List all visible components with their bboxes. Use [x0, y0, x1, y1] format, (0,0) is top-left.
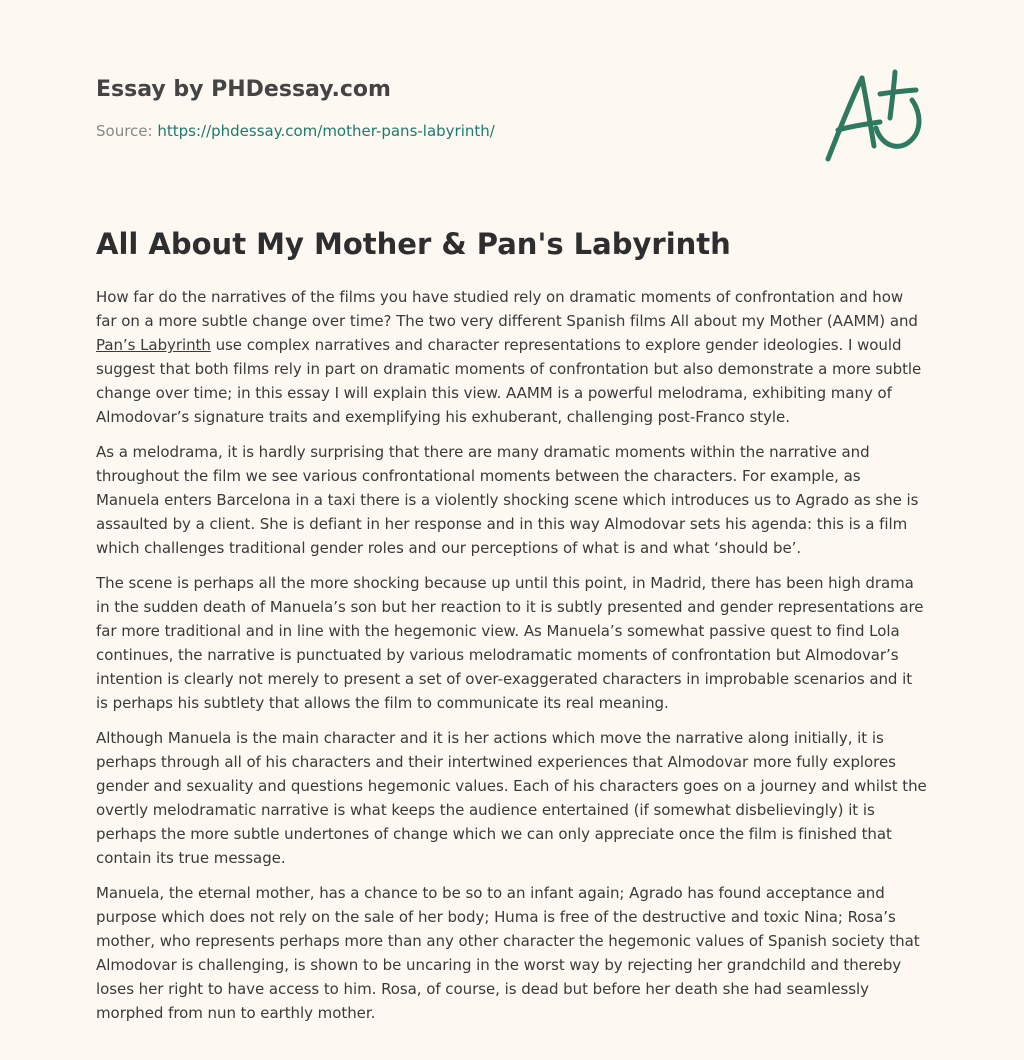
header [96, 74, 796, 142]
source-label: Source: [96, 122, 153, 140]
paragraph-2: As a melodrama, it is hardly surprising that there are many dramatic moments within the narrative and throughout the film we see various confrontational moments between the characters. For example, as Manuela enters Barcelona in a taxi there is a violently shocking scene which introduces us to Agrado as she is assaulted by a client. She is defiant in her response and in this way Almodovar sets his agenda: this is a film which challenges traditional gender roles and our perceptions of what is and what ‘should be’. [96, 443, 919, 557]
paragraph-4: Although Manuela is the main character and it is her actions which move the narrative along initially, it is perhaps through all of his characters and their intertwined experiences that Almodovar more fully explores gender and sexuality and questions hegemonic values. Each of his characters goes on a journey and whilst the overtly melodramatic narrative is what keeps the audience entertained (if somewhat disbelievingly) it is perhaps the more subtle undertones of change which we can only appreciate once the film is finished that contain its true message. [96, 729, 927, 867]
essay-body [96, 285, 928, 1036]
essay-title: All About My Mother & Pan's Labyrinth [96, 227, 731, 261]
paragraph-1-text-a: How far do the narratives of the films you have studied rely on dramatic moments of confrontation and how far on a more subtle change over time? The two very different Spanish films All about my Mother (AAMM) and [96, 288, 918, 330]
site-title: Essay by PHDessay.com [96, 77, 391, 102]
paragraph-5: Manuela, the eternal mother, has a chance to be so to an infant again; Agrado has found acceptance and purpose which does not rely on the sale of her body; Huma is free of the destructive and toxic Nina; Rosa’s mother, who represents perhaps more than any other character the hegemonic values of Spanish society that Almodovar is challenging, is shown to be uncaring in the worst way by rejecting her grandchild and thereby loses her right to have access to him. Rosa, of course, is dead but before her death she had seamlessly morphed from nun to earthly mother. [96, 884, 920, 1022]
paragraph-1-text-b: use complex narratives and character representations to explore gender ideologies. I would suggest that both films rely in part on dramatic moments of confrontation but also demonstrate a more subtle change over time; in this essay I will explain this view. AAMM is a powerful melodrama, exhibiting many of Almodovar’s signature traits and exemplifying his exhuberant, challenging post-Franco style. [96, 336, 922, 426]
source-line [96, 120, 796, 142]
a-plus-logo-icon [818, 64, 928, 168]
source-link[interactable]: https://phdessay.com/mother-pans-labyrinth/ [157, 122, 495, 140]
pans-labyrinth-link[interactable]: Pan’s Labyrinth [96, 336, 211, 354]
paragraph-1 [96, 285, 928, 429]
paragraph-3: The scene is perhaps all the more shocking because up until this point, in Madrid, there has been high drama in the sudden death of Manuela’s son but her reaction to it is subtly presented and gender representations are far more traditional and in line with the hegemonic view. As Manuela’s somewhat passive quest to find Lola continues, the narrative is punctuated by various melodramatic moments of confrontation but Almodovar’s intention is clearly not merely to present a set of over-exaggerated characters in improbable scenarios and it is perhaps his subtlety that allows the film to communicate its real meaning. [96, 574, 924, 712]
a-plus-logo [818, 64, 928, 168]
